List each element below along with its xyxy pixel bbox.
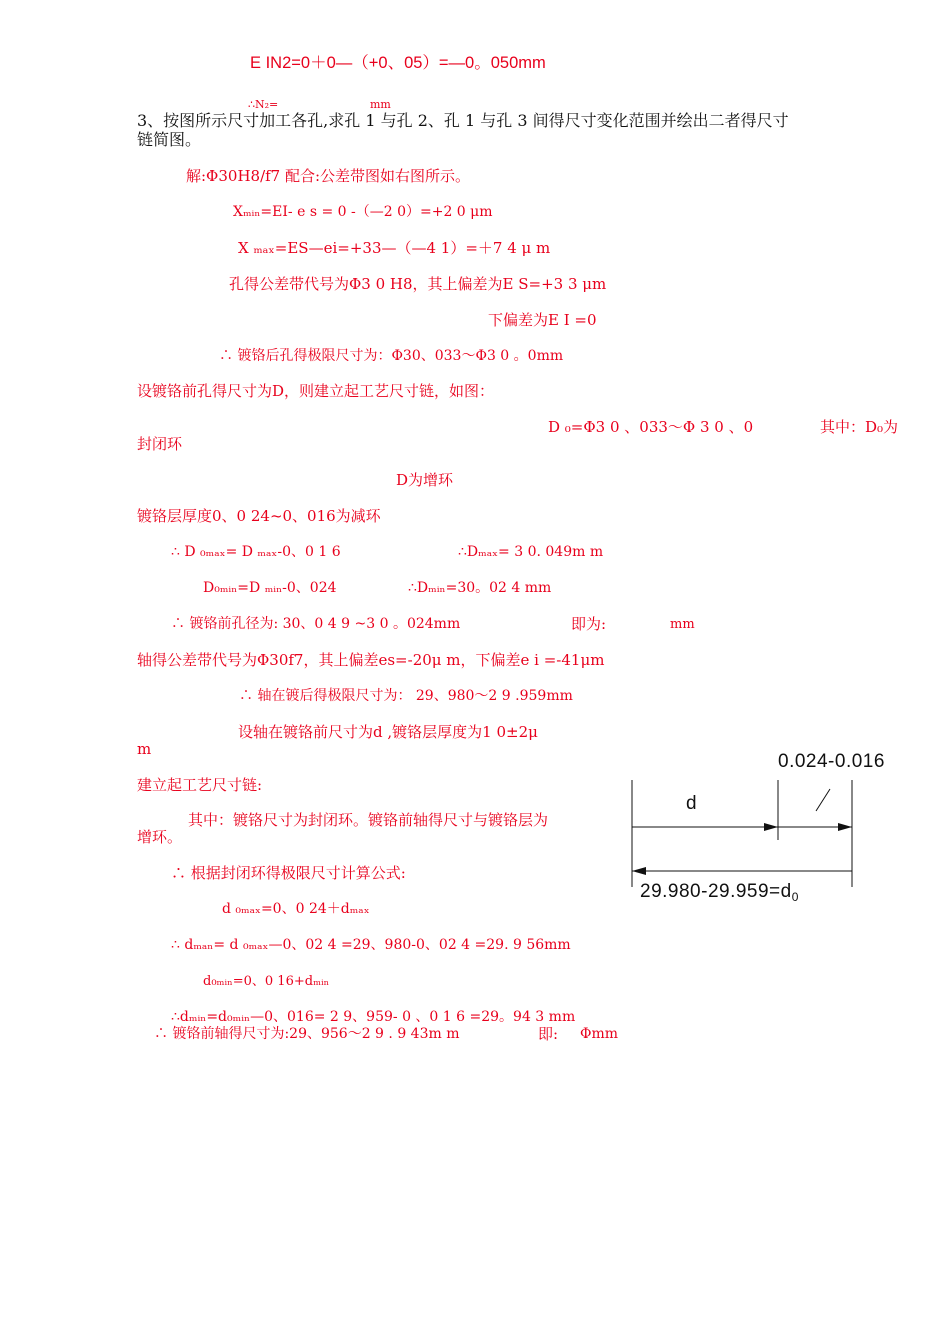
shaft-after-plating-limits: ∴ 轴在镀后得极限尺寸为： 29、980～2 9 .959mm — [239, 688, 573, 704]
dimension-chain-diagram — [620, 745, 920, 910]
result-line-ein2: E IN2=0＋0—（+0、05）=—0。050mm — [250, 54, 546, 72]
plating-leader-slash — [816, 789, 830, 811]
xmin-formula: Xₘᵢₙ=EI- e s = 0 -（—2 0）=+2 0 μm — [233, 204, 493, 220]
hole-before-plating: ∴ 镀铬前孔径为: 30、0 4 9 ~3 0 。024mm — [171, 616, 461, 632]
increasing-ring-label: D为增环 — [396, 471, 454, 489]
hole-before-plating-ie: 即为: — [571, 615, 607, 633]
closed-ring-label-main: 29.980-29.959=d — [640, 881, 792, 902]
closed-ring-label: 封闭环 — [137, 435, 183, 453]
result-line-n2: ∴N₂= — [248, 98, 279, 111]
dmin-shaft-result: ∴dₘᵢₙ=d₀ₘᵢₙ—0、016= 2 9、959- 0 、0 1 6 =29。94 3 mm — [171, 1009, 576, 1025]
reducing-ring-label: 镀铬层厚度0、0 24~0、016为减环 — [137, 507, 381, 525]
hole-before-plating-unit: mm — [670, 617, 695, 632]
shaft-before-plating-unit: Φmm — [580, 1026, 619, 1042]
d0max-shaft-formula: d ₀ₘₐₓ=0、0 24＋dₘₐₓ — [222, 901, 370, 917]
solution-intro: 解:Φ30H8/f7 配合:公差带图如右图所示。 — [186, 167, 471, 185]
shaft-plating-thickness: 设轴在镀铬前尺寸为d ,镀铬层厚度为1 0±2μ — [238, 723, 538, 741]
shaft-chain-note-line2: 增环。 — [137, 828, 183, 846]
shaft-before-plating-ie: 即: — [538, 1025, 559, 1043]
d0-range: D ₀=Φ3 0 、033～Φ 3 0 、0 — [548, 418, 754, 436]
dmin-result: ∴Dₘᵢₙ=30。02 4 mm — [408, 580, 552, 596]
hole-tolerance-upper: 孔得公差带代号为Φ3 0 H8，其上偏差为E S=+3 3 μm — [229, 275, 607, 293]
shaft-plating-thickness-unit: m — [137, 740, 152, 758]
shaft-tolerance: 轴得公差带代号为Φ30f7，其上偏差es=-20μ m，下偏差e i =-41μm — [137, 651, 605, 669]
hole-chain-setup: 设镀铬前孔得尺寸为D，则建立起工艺尺寸链，如图： — [137, 382, 495, 400]
question-3-line2: 链简图。 — [137, 130, 202, 149]
closed-ring-formula-intro: ∴ 根据封闭环得极限尺寸计算公式: — [171, 864, 406, 882]
shaft-chain-note-line1: 其中：镀铬尺寸为封闭环。镀铬前轴得尺寸与镀铬层为 — [188, 811, 549, 829]
d0-closed-ring-note: 其中：D₀为 — [820, 418, 899, 436]
result-line-n2-unit: mm — [370, 98, 391, 111]
dmax-shaft-result: ∴ dₘₐₙ= d ₀ₘₐₓ—0、02 4 =29、980-0、02 4 =29. 9 56mm — [171, 937, 571, 953]
question-3-line1: 3、按图所示尺寸加工各孔,求孔 1 与孔 2、孔 1 与孔 3 间得尺寸变化范围并绘出二者得尺寸 — [137, 111, 789, 130]
d0min-formula: D₀ₘᵢₙ=D ₘᵢₙ-0、024 — [203, 580, 337, 596]
dmax-result: ∴Dₘₐₓ= 3 0. 049m m — [458, 544, 604, 560]
hole-tolerance-lower: 下偏差为E I =0 — [488, 311, 597, 329]
closed-ring-label-sub: 0 — [791, 890, 799, 904]
d0max-formula: ∴ D ₀ₘₐₓ= D ₘₐₓ-0、0 1 6 — [171, 544, 341, 560]
shaft-before-plating: ∴ 镀铬前轴得尺寸为:29、956～2 9 . 9 43m m — [154, 1026, 460, 1042]
d0min-shaft-formula: d₀ₘᵢₙ=0、0 16+dₘᵢₙ — [203, 974, 330, 989]
hole-after-plating-limits: ∴ 镀铬后孔得极限尺寸为：Φ30、033～Φ3 0 。0mm — [219, 348, 564, 364]
shaft-chain-setup: 建立起工艺尺寸链: — [137, 776, 263, 794]
closed-ring-label-text — [640, 881, 799, 904]
d-label: d — [686, 793, 697, 814]
plating-thickness-label: 0.024-0.016 — [778, 751, 885, 772]
xmax-formula: X ₘₐₓ=ES—ei=+33—（—4 1）=＋7 4 μ m — [238, 239, 551, 257]
